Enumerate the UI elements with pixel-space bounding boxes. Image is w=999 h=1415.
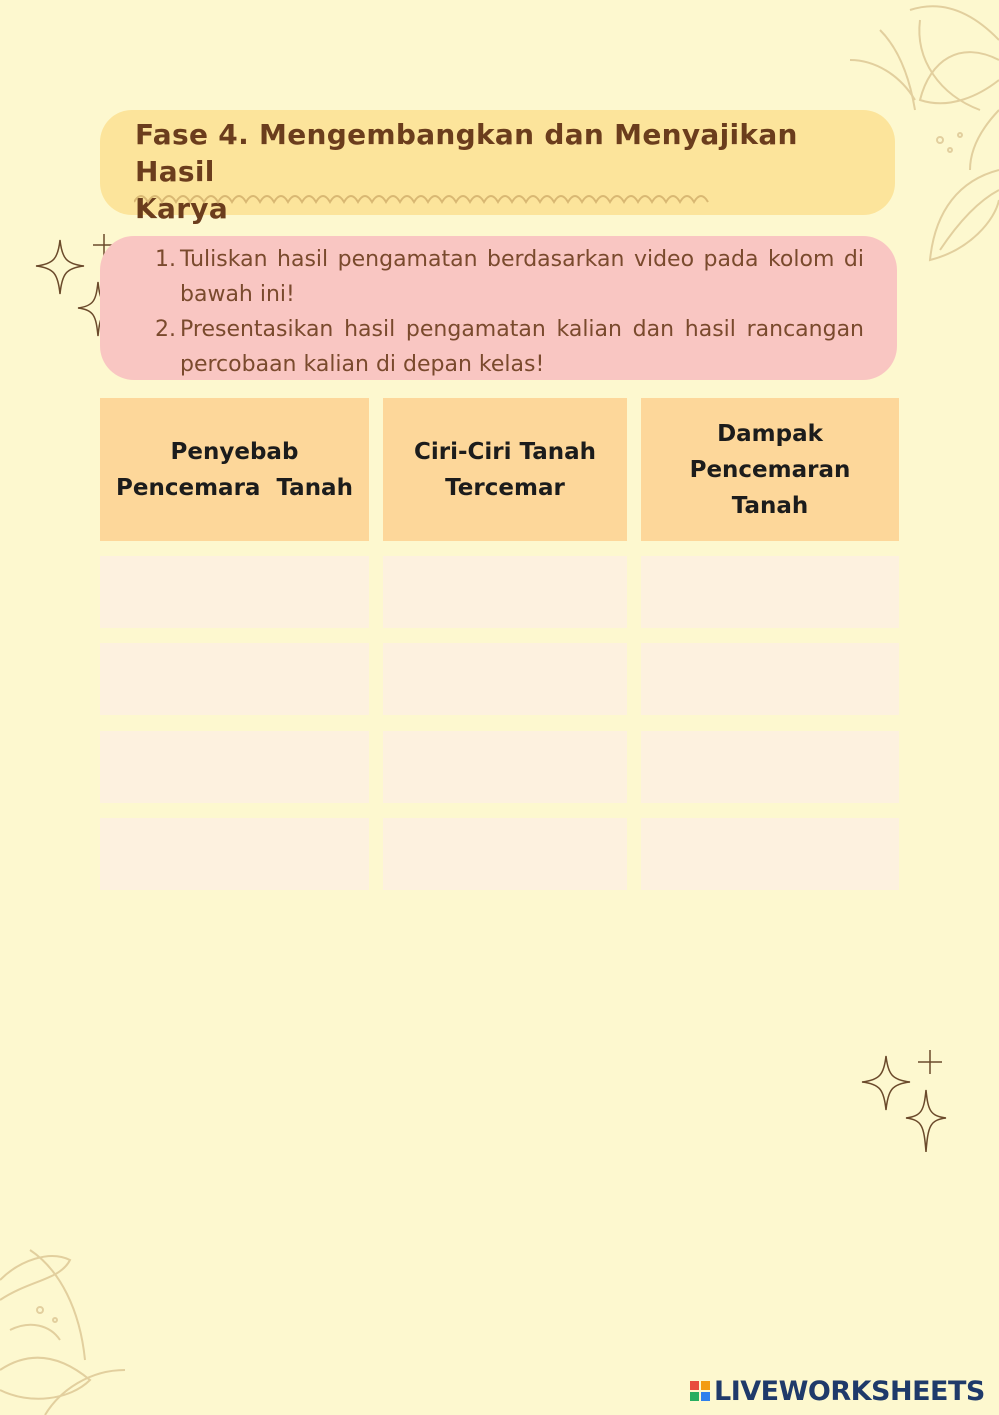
header-text-line: Penyebab [170,438,299,465]
answer-cell[interactable] [641,818,899,890]
liveworksheets-logo [690,1374,985,1408]
header-text-line: Ciri-Ciri Tanah [413,438,597,465]
squiggle-underline [134,188,719,208]
answer-cell[interactable] [641,643,899,715]
answer-cell[interactable] [383,643,627,715]
answer-cell[interactable] [100,818,369,890]
title-banner [100,110,895,225]
answer-cell[interactable] [100,556,369,628]
answer-cell[interactable] [383,818,627,890]
table-header-cause [100,398,369,541]
header-text-line: Tanah [731,492,809,519]
answer-cell[interactable] [383,731,627,803]
header-text-line: Pencemaran [689,456,851,483]
page-title-line-2: Karya [135,192,229,225]
page-title [135,116,855,227]
header-text-line: Tercemar [445,474,565,501]
answer-cell[interactable] [383,556,627,628]
header-text-line: Pencemara Tanah [116,474,353,501]
answer-cell[interactable] [641,731,899,803]
table-header-impact [641,398,899,541]
instruction-number: 2. [155,317,176,342]
answer-cell[interactable] [100,643,369,715]
instruction-text: Tuliskan hasil pengamatan berdasarkan video pada kolom di bawah ini! [180,247,864,307]
instruction-number: 1. [155,247,176,272]
header-text-line: Dampak [717,420,823,447]
answer-cell[interactable] [100,731,369,803]
answer-cell[interactable] [641,556,899,628]
table-header-characteristics [383,398,627,541]
page-title-line-1: Fase 4. Mengembangkan dan Menyajikan Hasil [135,118,798,188]
floral-decoration-bottom-left [0,1240,130,1415]
logo-text: LIVEWORKSHEETS [714,1375,985,1407]
sparkle-decoration-right [858,1046,950,1158]
instruction-item [155,312,864,382]
instruction-box [100,236,897,380]
instruction-item [155,242,864,312]
instruction-text: Presentasikan hasil pengamatan kalian dan hasil rancangan percobaan kalian di depan kelas! [180,317,864,377]
logo-mark-icon [690,1381,710,1401]
